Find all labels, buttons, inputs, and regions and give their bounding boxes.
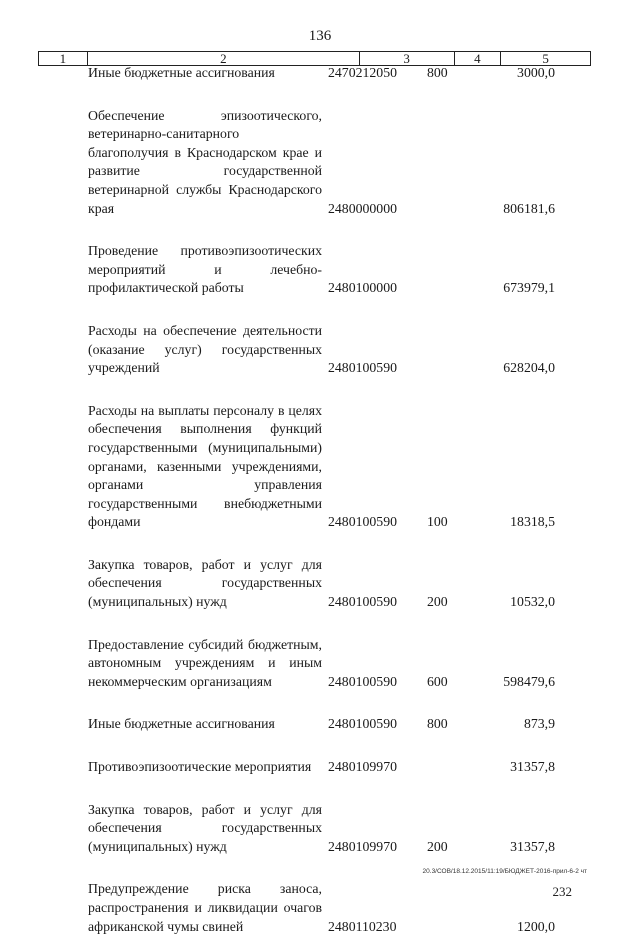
row-amount: 873,9 — [523, 716, 555, 732]
row-type: 800 — [427, 716, 448, 732]
row-amount: 628204,0 — [503, 360, 555, 376]
row-name: Закупка товаров, работ и услуг для обеспечения государственных (муниципальных) нужд — [88, 556, 322, 610]
table-row — [0, 758, 640, 777]
row-code: 2470212050 — [328, 65, 397, 80]
row-code: 2480100590 — [328, 673, 397, 689]
table-body — [0, 64, 640, 936]
row-name: Закупка товаров, работ и услуг для обеспечения государственных (муниципальных) нужд — [88, 801, 322, 854]
row-code: 2480100590 — [328, 716, 397, 732]
table-row — [0, 801, 640, 857]
table-row — [0, 64, 640, 83]
header-col-1: 1 — [39, 52, 88, 65]
row-amount: 31357,8 — [510, 759, 555, 775]
row-type: 200 — [427, 594, 448, 610]
corner-page-number: 232 — [552, 884, 572, 899]
row-name: Противоэпизоотические мероприятия — [88, 759, 312, 775]
row-code: 2480000000 — [328, 200, 397, 216]
header-col-3: 3 — [360, 52, 455, 65]
row-amount: 31357,8 — [510, 838, 555, 854]
row-code: 2480100590 — [328, 360, 397, 376]
row-amount: 10532,0 — [510, 594, 555, 610]
row-name: Иные бюджетные ассигнования — [88, 716, 275, 732]
row-name: Расходы на обеспечение деятельности (оказание услуг) государственных учреждений — [88, 322, 322, 376]
table-row — [0, 107, 640, 219]
header-col-5: 5 — [542, 51, 549, 66]
row-name: Обеспечение эпизоотического, ветеринарно-санитарного благополучия в Краснодарском крае и развитие государственной ветеринарной службы Краснодарского края — [88, 107, 322, 216]
row-name: Иные бюджетные ассигнования — [88, 65, 275, 80]
table-row — [0, 402, 640, 532]
row-name: Проведение противоэпизоотических мероприятий и лечебно-профилактической работы — [88, 243, 322, 296]
row-code: 2480109970 — [328, 838, 397, 854]
row-code: 2480100000 — [328, 280, 397, 296]
row-amount: 806181,6 — [503, 200, 555, 216]
row-name: Предупреждение риска заноса, распространения и ликвидации очагов африканской чумы свиней — [88, 881, 322, 934]
row-name: Предоставление субсидий бюджетным, автономным учреждениям и иным некоммерческим организациям — [88, 636, 322, 689]
row-amount: 1200,0 — [517, 918, 555, 934]
table-row — [0, 636, 640, 692]
row-code: 2480109970 — [328, 759, 397, 775]
row-code: 2480100590 — [328, 514, 397, 530]
row-type: 800 — [427, 65, 448, 80]
row-amount: 598479,6 — [503, 673, 555, 689]
table-row — [0, 715, 640, 734]
table-row — [0, 322, 640, 378]
row-amount: 18318,5 — [510, 514, 555, 530]
row-type: 100 — [427, 514, 448, 530]
header-col-2: 2 — [88, 52, 360, 65]
row-code: 2480100590 — [328, 594, 397, 610]
table-row — [0, 556, 640, 612]
table-row — [0, 880, 640, 936]
row-amount: 3000,0 — [517, 65, 555, 80]
footer-note: 20.3/СОВ/18.12.2015/11:19/БЮДЖЕТ-2016-прил-6-2 чт — [422, 868, 587, 875]
page-number: 136 — [308, 28, 332, 44]
header-col-4: 4 — [455, 52, 502, 65]
row-name: Расходы на выплаты персоналу в целях обеспечения выполнения функций государственными (муниципальными) органами, казенными учреждениями, органами управления государственными внебюджетными фондами — [88, 402, 322, 530]
row-amount: 673979,1 — [503, 280, 555, 296]
row-type: 200 — [427, 838, 448, 854]
row-type: 600 — [427, 673, 448, 689]
row-code: 2480110230 — [328, 918, 397, 934]
table-row — [0, 242, 640, 298]
